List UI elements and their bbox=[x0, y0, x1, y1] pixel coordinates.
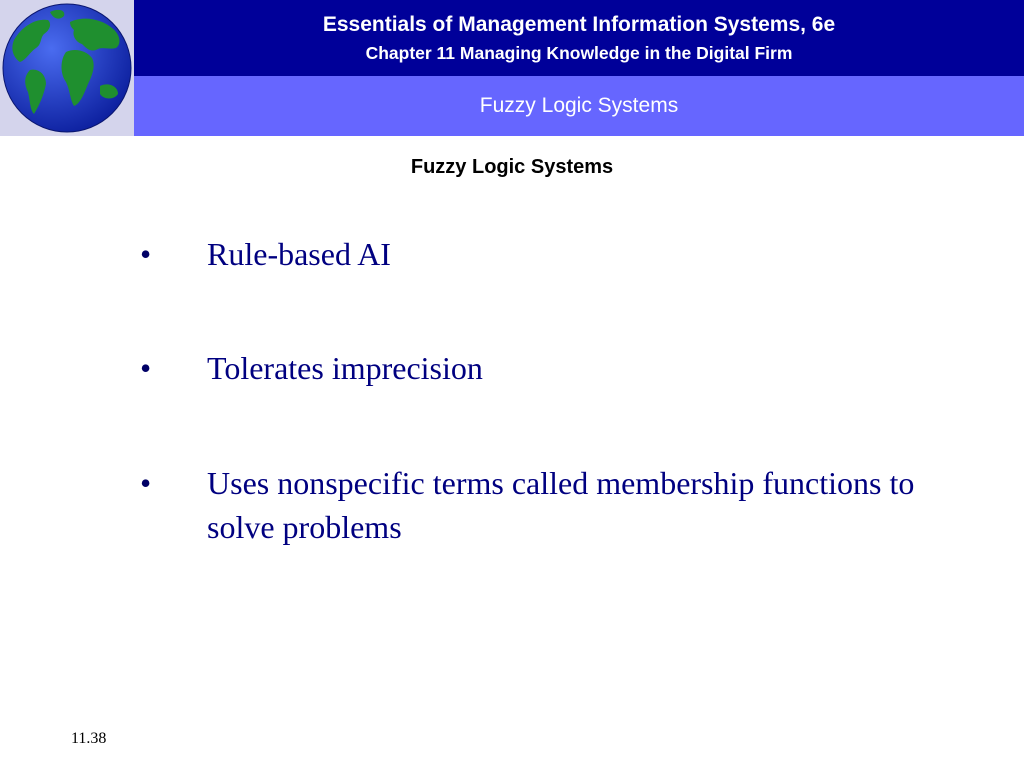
header-top-bar bbox=[134, 0, 1024, 76]
section-banner: Fuzzy Logic Systems bbox=[479, 94, 679, 117]
logo-panel bbox=[0, 0, 134, 136]
bullet-marker: • bbox=[140, 350, 152, 386]
book-title: Essentials of Management Information Systems, 6e bbox=[322, 13, 836, 36]
bullet-text: Uses nonspecific terms called membership functions to solve problems bbox=[207, 465, 915, 545]
bullet-text: Tolerates imprecision bbox=[207, 350, 483, 386]
bullet-marker: • bbox=[140, 465, 152, 501]
chapter-title: Chapter 11 Managing Knowledge in the Digital Firm bbox=[365, 43, 793, 63]
section-banner-bar bbox=[134, 76, 1024, 136]
globe-icon bbox=[0, 0, 134, 136]
bullet-text: Rule-based AI bbox=[207, 236, 391, 272]
slide-number: 11.38 bbox=[71, 730, 107, 747]
slide-title: Fuzzy Logic Systems bbox=[410, 156, 614, 178]
bullet-marker: • bbox=[140, 236, 152, 272]
